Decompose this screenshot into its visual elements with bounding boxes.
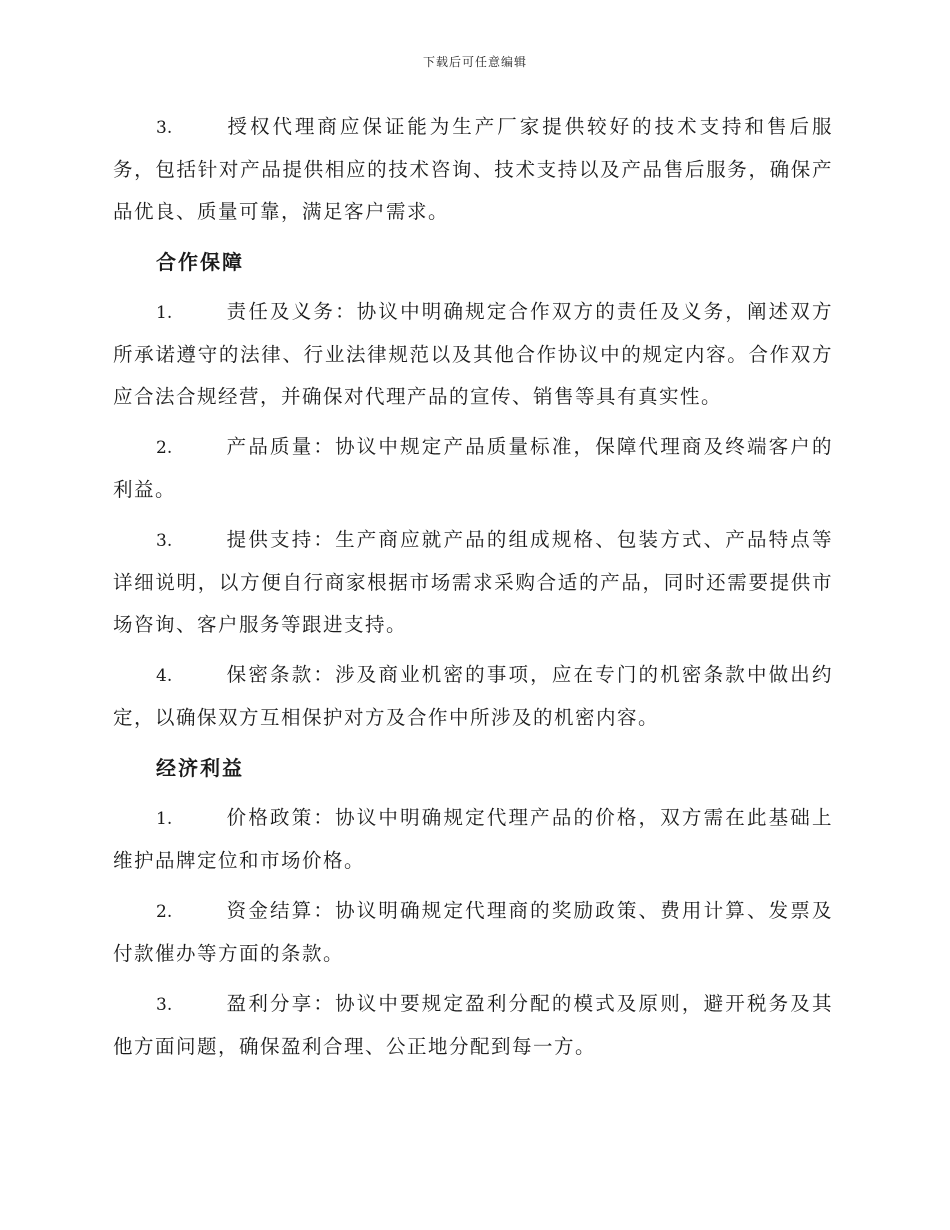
section-heading: 经济利益: [156, 756, 244, 780]
clause-paragraph: [113, 983, 833, 1068]
clause-text: 授权代理商应保证能为生产厂家提供较好的技术支持和售后服务，包括针对产品提供相应的技术咨询、技术支持以及产品售后服务，确保产品优良、质量可靠，满足客户需求。: [113, 115, 833, 223]
clause-text: 责任及义务：协议中明确规定合作双方的责任及义务，阐述双方所承诺遵守的法律、行业法律规范以及其他合作协议中的规定内容。合作双方应合法合规经营，并确保对代理产品的宣传、销售等具有真实性。: [113, 300, 833, 408]
clause-paragraph: [113, 106, 833, 233]
clause-text: 价格政策：协议中明确规定代理产品的价格，双方需在此基础上维护品牌定位和市场价格。: [113, 806, 833, 872]
clause-paragraph: [113, 797, 833, 882]
document-body: [113, 106, 833, 1076]
section-heading: 合作保障: [156, 250, 244, 274]
clause-number: 3.: [156, 531, 173, 551]
clause-paragraph: [113, 291, 833, 418]
clause-paragraph: [113, 426, 833, 511]
clause-text: 资金结算：协议明确规定代理商的奖励政策、费用计算、发票及付款催办等方面的条款。: [113, 899, 833, 965]
clause-number: 3.: [156, 118, 173, 138]
clause-number: 1.: [156, 809, 173, 829]
clause-number: 2.: [156, 438, 173, 458]
clause-number: 4.: [156, 666, 173, 686]
clause-paragraph: [113, 654, 833, 739]
clause-text: 产品质量：协议中规定产品质量标准，保障代理商及终端客户的利益。: [113, 435, 833, 501]
page-header: 下载后可任意编辑: [422, 55, 527, 69]
clause-text: 盈利分享：协议中要规定盈利分配的模式及原则，避开税务及其他方面问题，确保盈利合理、公正地分配到每一方。: [113, 992, 833, 1058]
clause-number: 3.: [156, 995, 173, 1015]
clause-text: 保密条款：涉及商业机密的事项，应在专门的机密条款中做出约定，以确保双方互相保护对方及合作中所涉及的机密内容。: [113, 663, 833, 729]
clause-number: 1.: [156, 303, 173, 323]
clause-paragraph: [113, 890, 833, 975]
clause-text: 提供支持：生产商应就产品的组成规格、包装方式、产品特点等详细说明，以方便自行商家根据市场需求采购合适的产品，同时还需要提供市场咨询、客户服务等跟进支持。: [113, 528, 833, 636]
clause-paragraph: [113, 519, 833, 646]
clause-number: 2.: [156, 902, 173, 922]
